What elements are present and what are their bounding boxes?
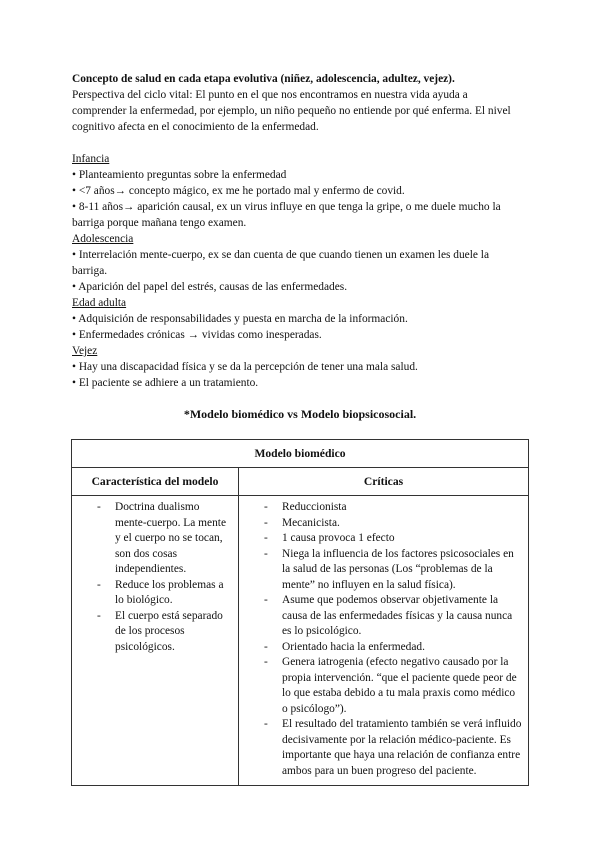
bullet-item: • El paciente se adhiere a un tratamiento. (72, 377, 259, 389)
characteristics-list (72, 496, 238, 661)
section-title: Vejez (72, 345, 98, 357)
list-item: - Mecanicista. (253, 516, 522, 532)
section-adolescencia (72, 231, 524, 295)
intro-paragraph: Perspectiva del ciclo vital: El punto en el que nos encontramos en nuestra vida ayuda a comprender la enfermedad, por ejemplo, un niño pequeño no entiende por qué enferma. El nivel cognitivo afecta en el conocimiento de la enfermedad. (72, 89, 511, 133)
table-header-row (72, 468, 529, 496)
list-item: - El resultado del tratamiento también se verá influido decisivamente por la relación médico-paciente. Es importante que haya una relación de confianza entre ambos para un buen progreso del paciente. (253, 717, 522, 779)
characteristics-cell (72, 496, 239, 786)
column-header-characteristics: Característica del modelo (72, 468, 239, 496)
section-edad-adulta (72, 295, 524, 343)
list-item: - Reduce los problemas a lo biológico. (86, 578, 232, 609)
biomedical-model-table (71, 439, 529, 786)
list-item: - El cuerpo está separado de los procesos psicológicos. (86, 609, 232, 656)
bullet-item: • Planteamiento preguntas sobre la enfermedad (72, 169, 287, 181)
bullet-item: • Adquisición de responsabilidades y puesta en marcha de la información. (72, 313, 408, 325)
comparison-subtitle: *Modelo biomédico vs Modelo biopsicosocial. (183, 407, 417, 421)
section-title: Adolescencia (72, 233, 134, 245)
list-item: - Asume que podemos observar objetivamente la causa de las enfermedades físicas y la causa nunca es lo psicológico. (253, 593, 522, 640)
list-item: - Niega la influencia de los factores psicosociales en la salud de las personas (Los “problemas de la mente” no influyen en la salud física). (253, 547, 522, 594)
list-item: - Orientado hacia la enfermedad. (253, 640, 522, 656)
table-row (72, 496, 529, 786)
table-title-row (72, 440, 529, 468)
section-vejez (72, 343, 524, 391)
list-item: - Genera iatrogenia (efecto negativo causado por la propia intervención. “que el paciente quede peor de lo que estaba debido a tu mala praxis como médico o psicólogo”). (253, 655, 522, 717)
section-title: Edad adulta (72, 297, 127, 309)
column-header-criticisms: Críticas (239, 468, 529, 496)
section-title: Infancia (72, 153, 110, 165)
criticisms-cell (239, 496, 529, 786)
bullet-item: • Hay una discapacidad física y se da la percepción de tener una mala salud. (72, 361, 418, 373)
table-title: Modelo biomédico (72, 440, 529, 468)
bullet-item: • <7 años→ concepto mágico, ex me he portado mal y enfermo de covid. (72, 185, 405, 197)
bullet-item: • Enfermedades crónicas → vividas como inesperadas. (72, 329, 322, 341)
criticisms-list (239, 496, 528, 785)
spacer (72, 135, 524, 151)
list-item: - 1 causa provoca 1 efecto (253, 531, 522, 547)
list-item: - Reduccionista (253, 500, 522, 516)
bullet-item: • Aparición del papel del estrés, causas de las enfermedades. (72, 281, 348, 293)
bullet-item: • Interrelación mente-cuerpo, ex se dan cuenta de que cuando tienen un examen les duele la barriga. (72, 249, 490, 277)
list-item: - Doctrina dualismo mente-cuerpo. La mente y el cuerpo no se tocan, son dos cosas independientes. (86, 500, 232, 578)
section-infancia (72, 151, 524, 231)
intro-block (72, 71, 524, 391)
bullet-item: • 8-11 años→ aparición causal, ex un virus influye en que tenga la gripe, o me duele mucho la barriga porque mañana tengo examen. (72, 201, 501, 229)
document-heading: Concepto de salud en cada etapa evolutiva (niñez, adolescencia, adultez, vejez). (72, 73, 455, 85)
